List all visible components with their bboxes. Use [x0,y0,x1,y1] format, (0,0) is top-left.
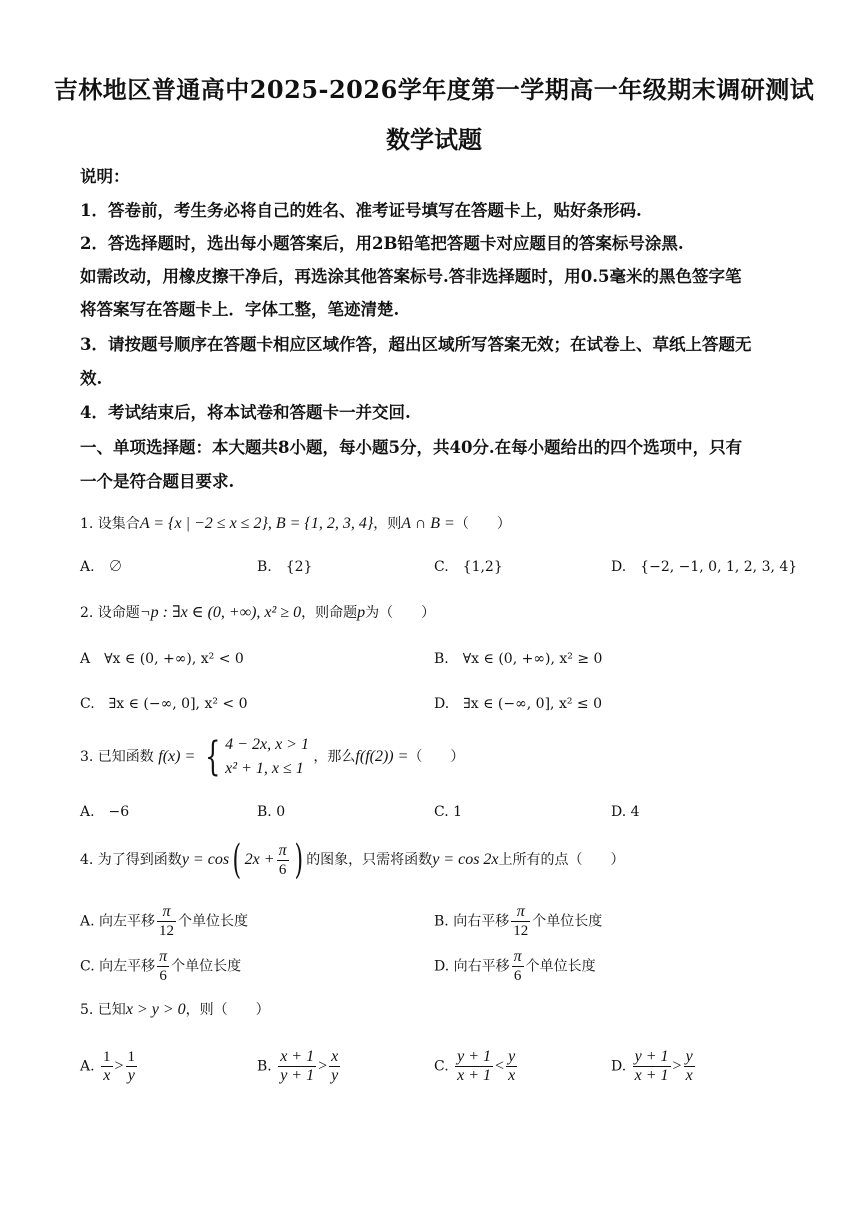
instruction-1: 1．答卷前，考生务必将自己的姓名、准考证号填写在答题卡上，贴好条形码. [80,201,642,220]
q3-fx: f(x) = [158,748,196,765]
q1-mid: ，则 [373,516,402,532]
q2-proposition: ¬p : ∃x ∈ (0, +∞), x² ≥ 0 [139,604,302,621]
q5-d-rd: x [685,1067,693,1084]
q4-b-tail: 个单位长度 [532,913,603,930]
instruction-2: 2．答选择题时，选出每小题答案后，用2B铅笔把答题卡对应题目的答案标号涂黑. [80,234,684,253]
q4-prefix: 4. 为了得到函数 [80,852,182,868]
q1-sets: A = {x | −2 ≤ x ≤ 2}, B = {1, 2, 3, 4} [139,515,374,532]
q4-a-tail: 个单位长度 [178,913,249,930]
q5-c-op: < [495,1057,505,1075]
instruction-2-cont-2: 将答案写在答题卡上．字体工整，笔迹清楚. [80,300,400,319]
q1-option-d[interactable]: D. {−2, −1, 0, 1, 2, 3, 4} [611,559,798,575]
q5-c-label: C. [434,1058,449,1075]
q4-c-den: 6 [159,968,167,984]
question-1 [80,514,511,534]
right-paren: ) [294,837,303,883]
q3-expr: f(f(2)) = [355,748,409,765]
q3-case-1: 4 − 2x, x > 1 [225,736,309,753]
q5-a-rd: y [127,1067,135,1084]
q3-option-a[interactable]: A. −6 [80,804,130,820]
q5-c-ld: x + 1 [457,1067,492,1084]
q2-option-a[interactable]: A ∀x ∈ (0, +∞), x² < 0 [80,651,244,667]
q1-option-c[interactable]: C. {1,2} [434,559,503,575]
q5-b-rn: x [331,1048,339,1065]
q1-suffix: （ ） [454,516,511,532]
q4-func2: y = cos 2x [432,851,499,868]
instruction-3: 3．请按题号顺序在答题卡相应区域作答，超出区域所写答案无效；在试卷上、草纸上答题无 [80,335,752,354]
q2-option-c[interactable]: C. ∃x ∈ (−∞, 0], x² < 0 [80,696,248,712]
q3-option-c[interactable]: C. 1 [434,804,463,820]
q3-option-d[interactable]: D. 4 [611,804,640,820]
q4-d-num: π [513,948,522,965]
q4-option-b[interactable] [434,903,602,940]
q4-d-den: 6 [513,968,522,984]
q4-frac-den: 6 [278,861,287,878]
q5-a-rn: 1 [127,1049,136,1065]
q3-suffix: （ ） [408,749,465,765]
q4-c-label: C. 向左平移 [80,958,156,975]
q1-option-a[interactable]: A. ∅ [80,559,123,575]
q5-b-right-fraction [329,1048,340,1085]
q4-b-label: B. 向右平移 [434,913,510,930]
q5-c-left-fraction [455,1048,493,1085]
q4-option-a[interactable] [80,903,248,940]
q5-c-rd: x [508,1067,516,1084]
q4-arg: 2x + [244,851,275,868]
question-5 [80,1000,270,1020]
q5-b-left-fraction [278,1048,316,1085]
q2-option-d[interactable]: D. ∃x ∈ (−∞, 0], x² ≤ 0 [434,696,602,712]
q3-mid: ，那么 [313,749,356,765]
q4-d-label: D. 向右平移 [434,958,510,975]
instruction-4: 4．考试结束后，将本试卷和答题卡一并交回. [80,403,411,422]
q4-option-c[interactable] [80,948,241,985]
q5-c-ln: y + 1 [457,1048,492,1065]
q5-a-right-fraction [126,1048,138,1085]
q2-suffix: 为（ ） [365,605,436,621]
q2-prefix: 2. 设命题 [80,605,140,621]
q5-a-op: > [114,1057,124,1075]
exam-title: 吉林地区普通高中2025-2026学年度第一学期高一年级期末调研测试 [53,75,815,104]
q5-a-label: A. [80,1058,95,1075]
q4-c-fraction [157,948,169,985]
q4-c-num: π [159,948,168,965]
q4-b-num: π [511,903,530,922]
q4-b-den: 12 [513,923,529,939]
q5-option-d[interactable] [611,1048,697,1085]
q4-d-tail: 个单位长度 [525,958,596,975]
instruction-2-cont-1: 如需改动，用橡皮擦干净后，再选涂其他答案标号.答非选择题时，用0.5毫米的黑色签字笔 [80,267,742,286]
question-3 [80,733,464,781]
q4-a-label: A. 向左平移 [80,913,156,930]
q1-expr: A ∩ B = [401,515,455,532]
q5-option-c[interactable] [434,1048,519,1085]
q5-b-ld: y + 1 [280,1067,315,1084]
piecewise-brace: { [204,734,221,780]
q5-c-right-fraction [506,1048,517,1085]
q4-fraction [277,842,289,879]
q4-frac-num: π [278,841,287,859]
q4-option-d[interactable] [434,948,596,985]
q4-d-fraction [512,948,524,985]
q5-d-left-fraction [633,1048,671,1085]
q4-a-num: π [157,903,176,922]
q4-mid: 的图象，只需将函数 [306,852,433,868]
left-paren: ( [232,837,242,883]
q5-b-label: B. [257,1058,272,1075]
q1-prefix: 1. 设集合 [80,516,140,532]
q5-condition: x > y > 0 [125,1001,186,1018]
q5-d-op: > [672,1057,682,1075]
q4-c-tail: 个单位长度 [171,958,242,975]
q5-d-ln: y + 1 [634,1048,669,1065]
q5-option-a[interactable] [80,1048,139,1085]
q4-a-fraction [157,903,176,940]
instructions-heading: 说明： [80,167,130,186]
q2-mid: ，则命题 [301,605,358,621]
q2-option-b[interactable]: B. ∀x ∈ (0, +∞), x² ≥ 0 [434,651,603,667]
q4-a-den: 12 [159,923,175,939]
q5-prefix: 5. 已知 [80,1002,126,1018]
section-heading-cont: 一个是符合题目要求. [80,472,235,491]
q2-p: p [357,604,366,621]
q1-option-b[interactable]: B. {2} [257,559,313,575]
q3-cases [225,733,309,781]
q5-option-b[interactable] [257,1048,342,1085]
q5-a-ln: 1 [103,1049,111,1065]
q5-d-ld: x + 1 [634,1067,669,1084]
section-heading: 一、单项选择题：本大题共8小题，每小题5分，共40分.在每小题给出的四个选项中，只有 [80,438,743,457]
q4-suffix: 上所有的点（ ） [498,852,625,868]
q5-b-ln: x + 1 [280,1048,315,1065]
q3-option-b[interactable]: B. 0 [257,804,286,820]
q3-prefix: 3. 已知函数 [80,749,154,765]
q4-b-fraction [511,903,530,940]
exam-subject: 数学试题 [386,125,482,154]
q5-b-op: > [318,1057,328,1075]
q5-suffix: ，则（ ） [185,1002,270,1018]
question-2 [80,603,435,623]
q5-b-rd: y [331,1067,339,1084]
q5-d-right-fraction [684,1048,695,1085]
q5-c-rn: y [508,1048,516,1065]
q5-a-left-fraction [101,1048,113,1085]
q5-d-rn: y [685,1048,693,1065]
q5-d-label: D. [611,1058,627,1075]
q4-func1: y = cos [181,851,230,868]
question-4 [80,837,625,883]
q3-case-2: x² + 1, x ≤ 1 [225,760,304,777]
q5-a-ld: x [103,1067,111,1084]
instruction-3-cont: 效. [80,369,103,388]
